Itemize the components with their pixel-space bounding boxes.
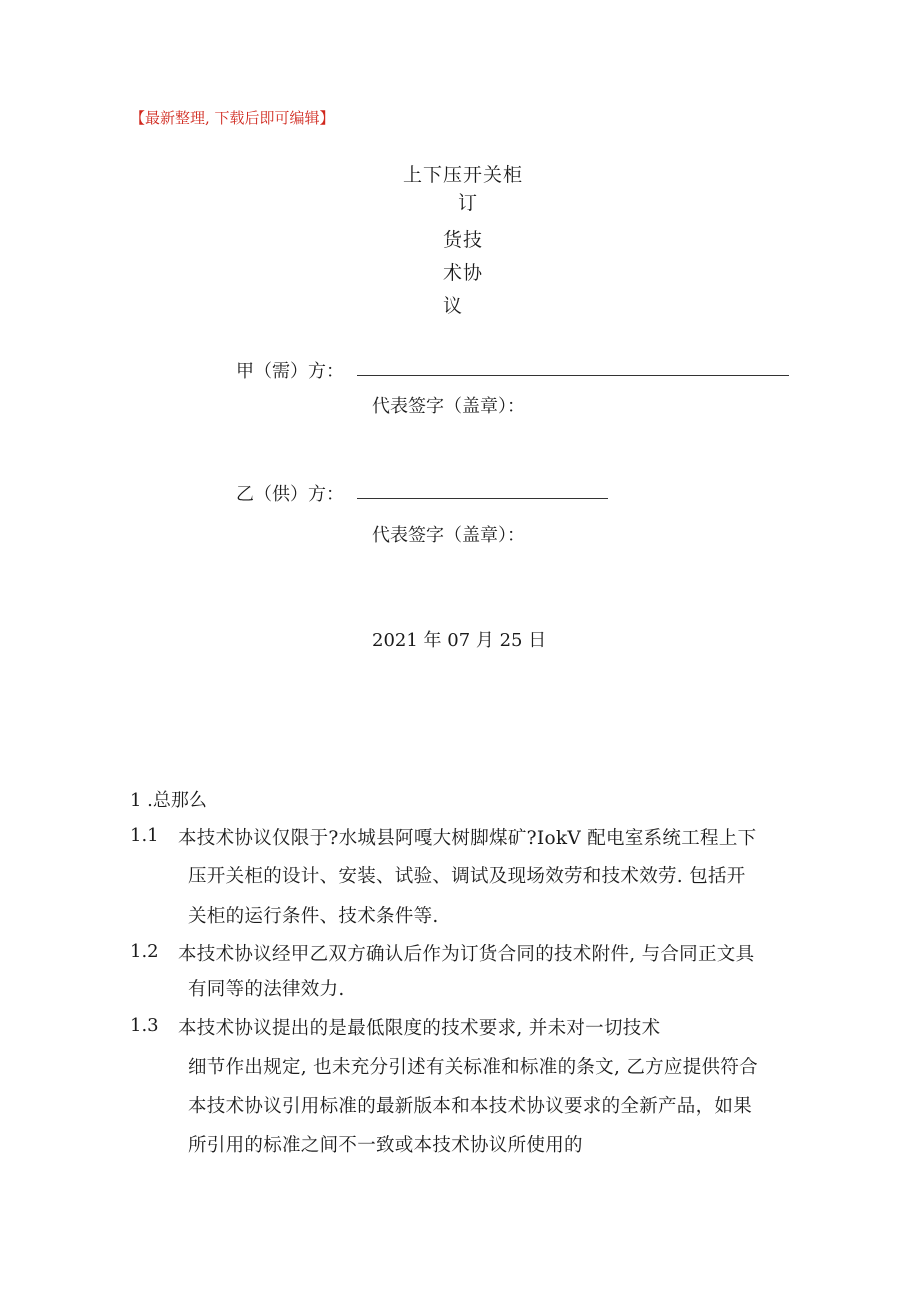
clause-1-2-number: 1.2 bbox=[130, 941, 159, 962]
title-line-5: 议 bbox=[443, 295, 464, 317]
title-line-3: 货技 bbox=[443, 229, 484, 251]
party-a-label: 甲（需）方： bbox=[236, 361, 344, 382]
title-line-4: 术协 bbox=[443, 262, 484, 284]
clause-1-1-line-2: 压开关柜的设计、安装、试验、调试及现场效劳和技术效劳. 包括开 bbox=[188, 866, 746, 887]
clause-1-1-number: 1.1 bbox=[130, 825, 159, 846]
party-b-sign-label: 代表签字（盖章）： bbox=[372, 525, 525, 546]
title-line-2: 订 bbox=[458, 192, 479, 214]
party-a-sign-label: 代表签字（盖章）： bbox=[372, 396, 525, 417]
party-b-underline bbox=[357, 498, 608, 499]
clause-1-3-line-3: 本技术协议引用标准的最新版本和本技术协议要求的全新产品，如果 bbox=[188, 1096, 753, 1117]
agreement-date: 2021 年 07 月 25 日 bbox=[372, 630, 547, 651]
title-line-1: 上下压开关柜 bbox=[403, 164, 524, 186]
clause-1-1-line-1: 本技术协议仅限于?水城县阿嘎大树脚煤矿?IokV 配电室系统工程上下 bbox=[178, 828, 757, 849]
clause-1-3-number: 1.3 bbox=[130, 1015, 159, 1036]
clause-1-3-line-4: 所引用的标准之间不一致或本技术协议所使用的 bbox=[188, 1135, 583, 1156]
party-b-label: 乙（供）方： bbox=[236, 484, 344, 505]
clause-1-2-line-2: 有同等的法律效力. bbox=[188, 979, 345, 1000]
clause-1-3-line-2: 细节作出规定, 也未充分引述有关标准和标准的条文, 乙方应提供符合 bbox=[188, 1057, 758, 1078]
party-a-underline bbox=[357, 375, 789, 376]
header-banner: 【最新整理, 下载后即可编辑】 bbox=[130, 109, 335, 127]
section-1-heading: 1 .总那么 bbox=[130, 790, 207, 811]
clause-1-1-line-3: 关柜的运行条件、技术条件等. bbox=[188, 906, 439, 927]
clause-1-3-line-1: 本技术协议提出的是最低限度的技术要求, 并未对一切技术 bbox=[178, 1018, 661, 1039]
clause-1-2-line-1: 本技术协议经甲乙双方确认后作为订货合同的技术附件, 与合同正文具 bbox=[178, 944, 755, 965]
